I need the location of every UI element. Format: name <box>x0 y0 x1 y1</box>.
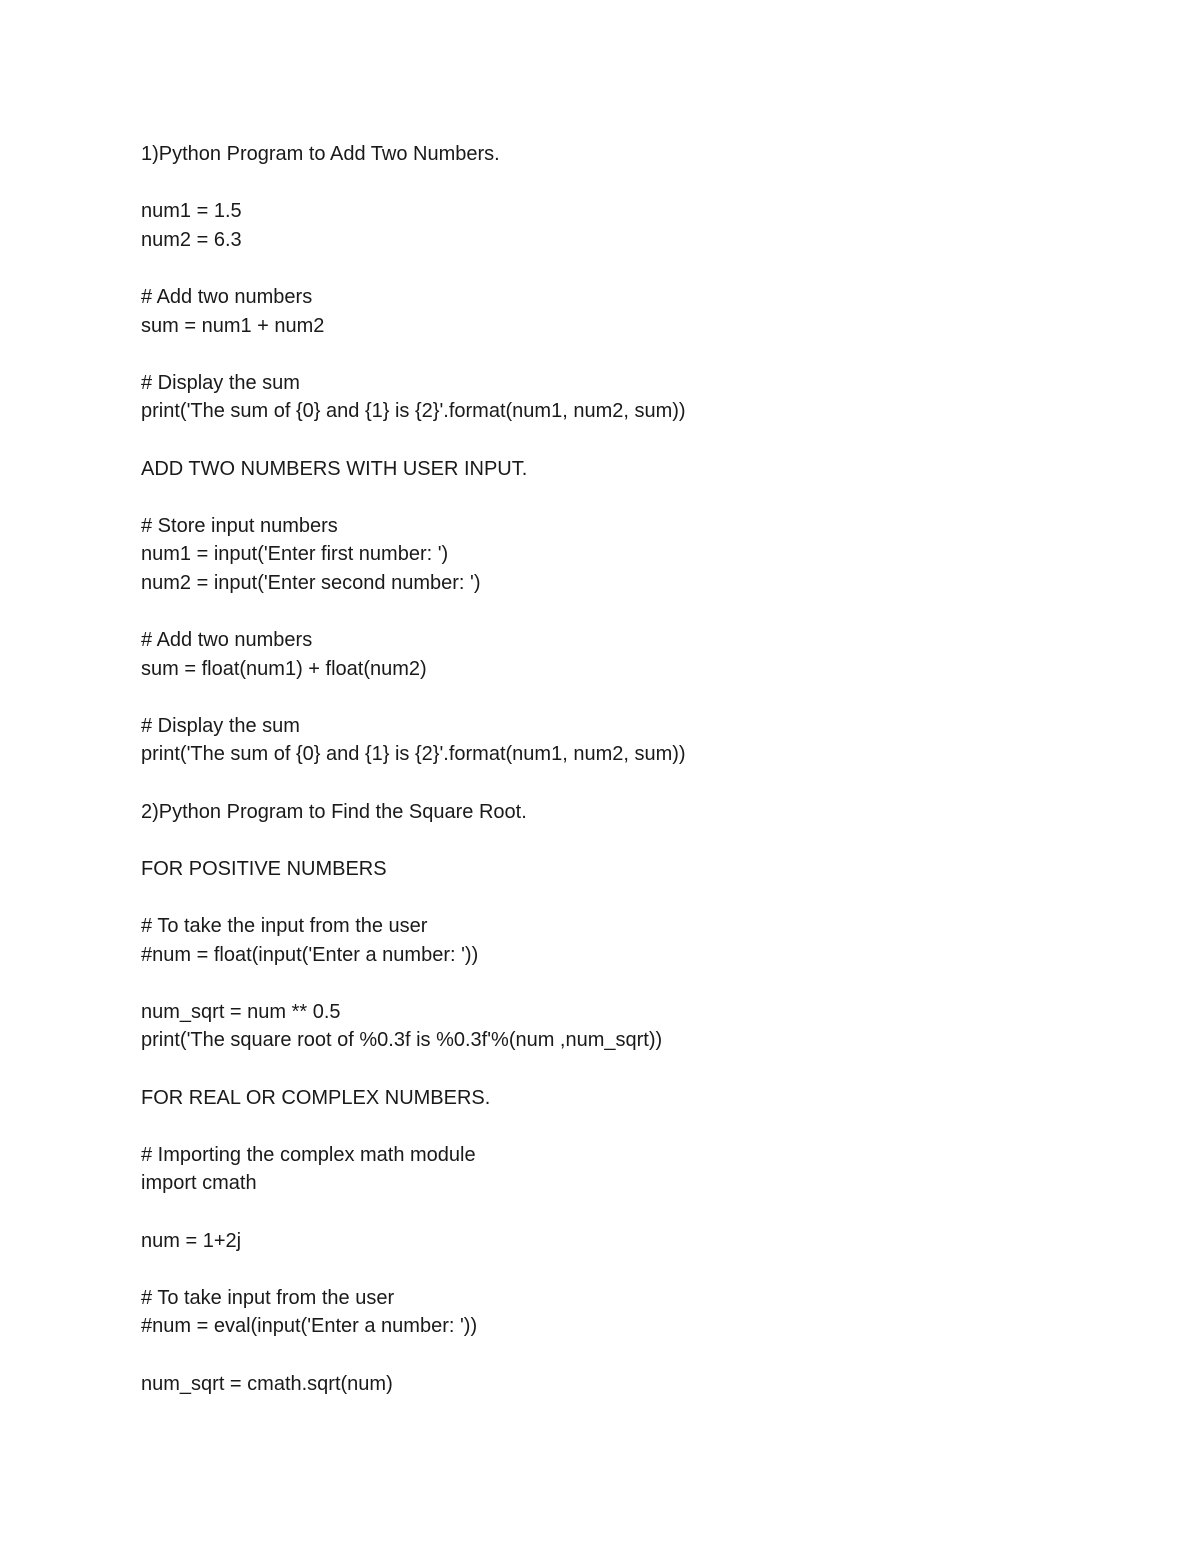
blank-line <box>141 169 1121 198</box>
blank-line <box>141 883 1121 912</box>
text-line: #num = float(input('Enter a number: ')) <box>141 943 479 966</box>
blank-line <box>141 598 1121 627</box>
text-line: FOR POSITIVE NUMBERS <box>141 857 387 880</box>
text-line: # To take the input from the user <box>141 915 428 938</box>
text-line: # Display the sum <box>141 714 300 737</box>
text-line: # Store input numbers <box>141 514 338 537</box>
blank-line <box>141 483 1121 512</box>
text-line: num_sqrt = num ** 0.5 <box>141 1000 341 1023</box>
text-line: # Display the sum <box>141 371 300 394</box>
text-line: ADD TWO NUMBERS WITH USER INPUT. <box>141 457 528 480</box>
text-line: num2 = 6.3 <box>141 228 242 251</box>
text-line: print('The sum of {0} and {1} is {2}'.format(num1, num2, sum)) <box>141 743 686 766</box>
blank-line <box>141 769 1121 798</box>
blank-line <box>141 969 1121 998</box>
text-line: num1 = 1.5 <box>141 200 242 223</box>
blank-line <box>141 1255 1121 1284</box>
text-line: FOR REAL OR COMPLEX NUMBERS. <box>141 1086 491 1109</box>
text-line: import cmath <box>141 1172 257 1195</box>
text-line: num_sqrt = cmath.sqrt(num) <box>141 1372 393 1395</box>
blank-line <box>141 1341 1121 1370</box>
text-line: 1)Python Program to Add Two Numbers. <box>141 143 500 165</box>
text-line: print('The square root of %0.3f is %0.3f'%(num ,num_sqrt)) <box>141 1029 663 1052</box>
text-line: 2)Python Program to Find the Square Root. <box>141 800 527 823</box>
blank-line <box>141 1112 1121 1141</box>
text-line: #num = eval(input('Enter a number: ')) <box>141 1315 478 1338</box>
text-line: # Add two numbers <box>141 285 313 308</box>
blank-line <box>141 1198 1121 1227</box>
text-line: num1 = input('Enter first number: ') <box>141 543 449 566</box>
text-line: sum = num1 + num2 <box>141 314 325 337</box>
text-line: print('The sum of {0} and {1} is {2}'.format(num1, num2, sum)) <box>141 400 686 423</box>
blank-line <box>141 254 1121 283</box>
text-line: sum = float(num1) + float(num2) <box>141 657 427 680</box>
text-line: # Importing the complex math module <box>141 1143 476 1166</box>
blank-line <box>141 1055 1121 1084</box>
blank-line <box>141 683 1121 712</box>
text-line: num2 = input('Enter second number: ') <box>141 571 481 594</box>
text-line: # To take input from the user <box>141 1286 395 1309</box>
text-line: # Add two numbers <box>141 629 313 652</box>
document-body <box>141 140 1121 1398</box>
text-line: num = 1+2j <box>141 1229 242 1252</box>
blank-line <box>141 340 1121 369</box>
blank-line <box>141 426 1121 455</box>
blank-line <box>141 826 1121 855</box>
